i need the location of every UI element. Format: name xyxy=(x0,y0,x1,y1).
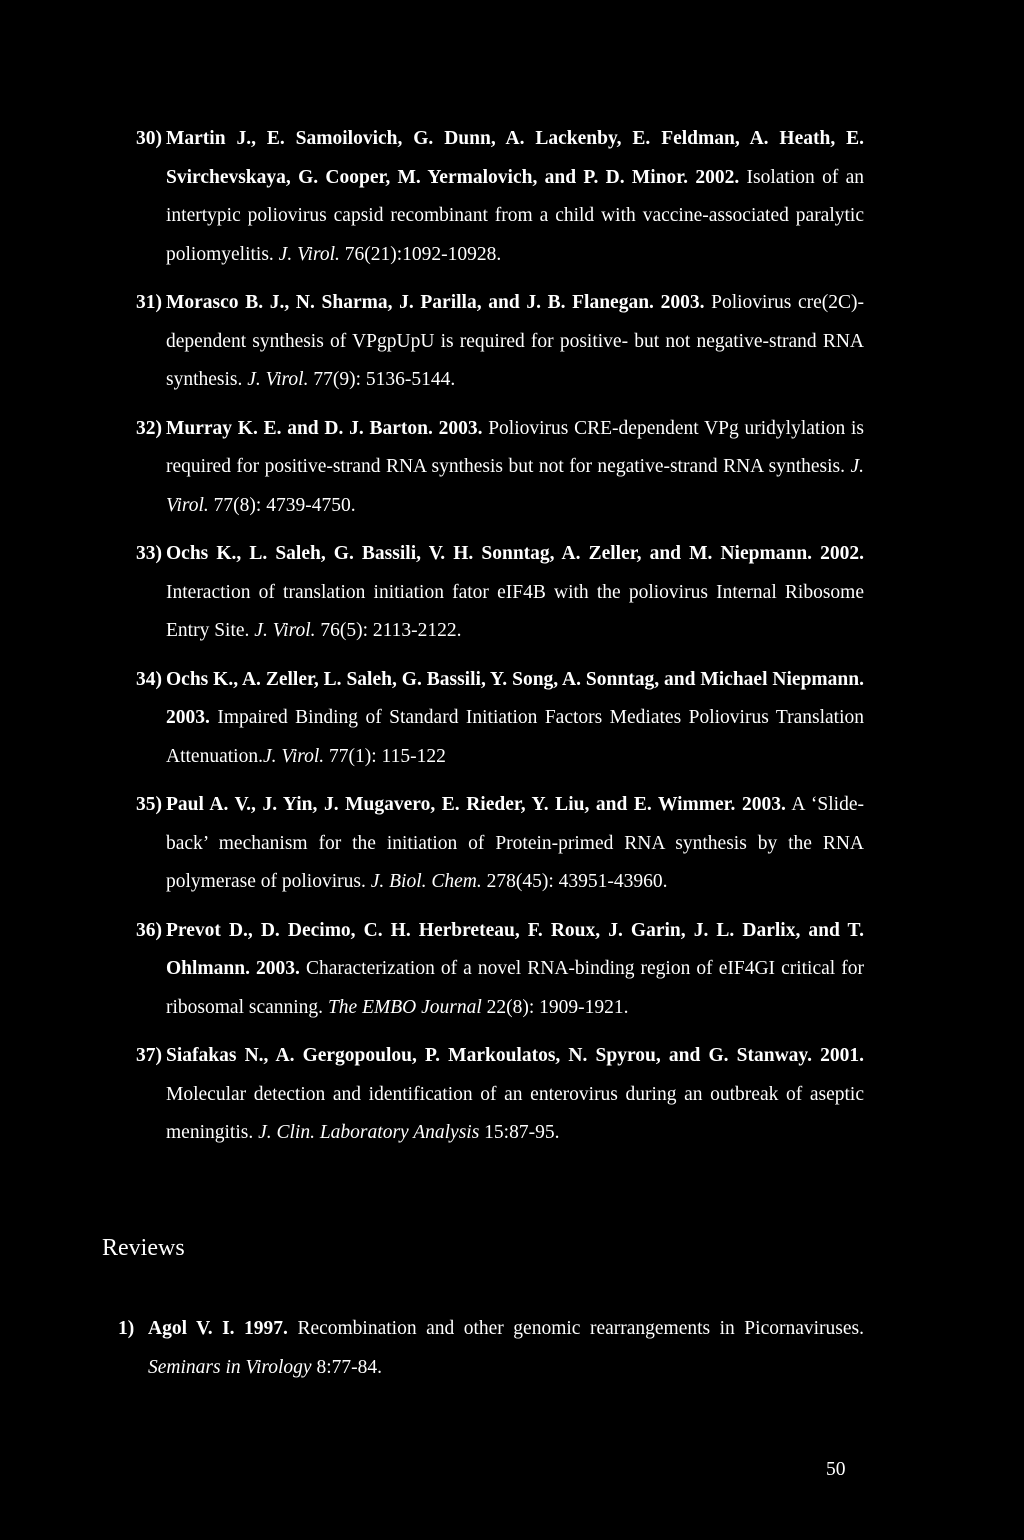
reference-authors: Murray K. E. and D. J. Barton. 2003. xyxy=(166,417,483,439)
reference-number: 37) xyxy=(136,1045,162,1066)
reference-number: 33) xyxy=(136,543,162,564)
reference-journal: The EMBO Journal xyxy=(327,996,482,1018)
reference-journal: J. Biol. Chem. xyxy=(370,871,482,892)
reference-title: Poliovirus cre(2C)-dependent synthesis of VPgpUpU is required for positive- but not negative-strand RNA synthesis. xyxy=(166,292,864,390)
reference-item xyxy=(136,661,864,777)
reference-title: A ‘Slide-back’ mechanism for the initiation of Protein-primed RNA synthesis by the RNA polymerase of poliovirus. xyxy=(166,794,864,892)
reference-citation: 76(5): 2113-2122. xyxy=(315,620,462,641)
reference-authors: Morasco B. J., N. Sharma, J. Parilla, and J. B. Flanegan. 2003. xyxy=(166,292,705,313)
reference-item xyxy=(136,1037,864,1153)
reference-authors: Ochs K., A. Zeller, L. Saleh, G. Bassili, Y. Song, A. Sonntag, and Michael Niepmann. 2003. xyxy=(166,668,864,728)
reference-authors: Paul A. V., J. Yin, J. Mugavero, E. Rieder, Y. Liu, and E. Wimmer. 2003. xyxy=(166,794,786,815)
reference-authors: Prevot D., D. Decimo, C. H. Herbreteau, F. Roux, J. Garin, J. L. Darlix, and T. Ohlmann. 2003. xyxy=(166,919,864,979)
reference-title: Isolation of an intertypic poliovirus capsid recombinant from a child with vaccine-associated paralytic poliomyelitis. xyxy=(166,166,865,265)
reference-title: Poliovirus CRE-dependent VPg uridylylation is required for positive-strand RNA synthesis but not for negative-strand RNA synthesis. xyxy=(166,417,864,477)
reference-journal: J. Virol. xyxy=(247,369,309,390)
reference-journal: J. Virol. xyxy=(166,456,864,516)
reference-journal: J. Virol. xyxy=(262,745,325,767)
reference-citation: 15:87-95. xyxy=(479,1122,560,1143)
reference-item xyxy=(136,284,864,400)
reviews-heading: Reviews xyxy=(102,1235,185,1261)
review-authors: Agol V. I. 1997. xyxy=(148,1318,288,1339)
reference-item xyxy=(136,120,864,274)
reference-title: Molecular detection and identification of an enterovirus during an outbreak of aseptic meningitis. xyxy=(166,1083,864,1143)
reference-title: Impaired Binding of Standard Initiation Factors Mediates Poliovirus Translation Attenuation. xyxy=(166,707,864,767)
reference-item xyxy=(136,912,864,1028)
reference-citation: 76(21):1092-10928. xyxy=(339,243,502,265)
reference-authors: Ochs K., L. Saleh, G. Bassili, V. H. Sonntag, A. Zeller, and M. Niepmann. 2002. xyxy=(166,543,864,564)
reference-text xyxy=(166,912,864,1028)
reference-number: 30) xyxy=(136,128,162,149)
review-citation: 8:77-84. xyxy=(311,1356,382,1378)
reference-number: 32) xyxy=(136,417,162,439)
reference-authors: Martin J., E. Samoilovich, G. Dunn, A. Lackenby, E. Feldman, A. Heath, E. Svirchevskaya, G. Cooper, M. Yermalovich, and P. D. Minor. 2002. xyxy=(166,128,864,188)
reference-number: 35) xyxy=(136,794,162,815)
review-item xyxy=(118,1310,864,1387)
reference-title: Interaction of translation initiation fator eIF4B with the poliovirus Internal Ribosome Entry Site. xyxy=(166,581,864,641)
reference-journal: J. Clin. Laboratory Analysis xyxy=(258,1122,480,1143)
reference-text xyxy=(166,120,864,274)
reference-item xyxy=(136,410,864,526)
reference-title: Characterization of a novel RNA-binding region of eIF4GI critical for ribosomal scanning. xyxy=(166,958,864,1018)
reference-number: 31) xyxy=(136,292,162,313)
reference-journal: J. Virol. xyxy=(254,620,316,641)
reference-list xyxy=(136,120,864,1163)
review-title: Recombination and other genomic rearrangements in Picornaviruses. xyxy=(287,1318,864,1339)
reference-number: 34) xyxy=(136,668,162,690)
review-number: 1) xyxy=(118,1318,135,1339)
reference-text xyxy=(166,661,864,777)
reference-citation: 278(45): 43951-43960. xyxy=(481,871,668,892)
reference-number: 36) xyxy=(136,919,162,941)
reference-text xyxy=(166,786,864,902)
reference-citation: 77(1): 115-122 xyxy=(324,745,446,767)
reference-item xyxy=(136,535,864,651)
page-number: 50 xyxy=(826,1459,846,1480)
reference-text xyxy=(166,1037,864,1153)
reference-text xyxy=(166,410,864,526)
reference-text xyxy=(166,535,864,651)
reference-text xyxy=(166,284,864,400)
review-journal: Seminars in Virology xyxy=(148,1356,312,1378)
review-text xyxy=(148,1310,864,1387)
reference-citation: 22(8): 1909-1921. xyxy=(481,996,629,1018)
reference-item xyxy=(136,786,864,902)
reference-authors: Siafakas N., A. Gergopoulou, P. Markoulatos, N. Spyrou, and G. Stanway. 2001. xyxy=(166,1045,864,1066)
reference-journal: J. Virol. xyxy=(278,243,340,265)
reference-citation: 77(8): 4739-4750. xyxy=(208,494,356,516)
reference-citation: 77(9): 5136-5144. xyxy=(308,369,456,390)
